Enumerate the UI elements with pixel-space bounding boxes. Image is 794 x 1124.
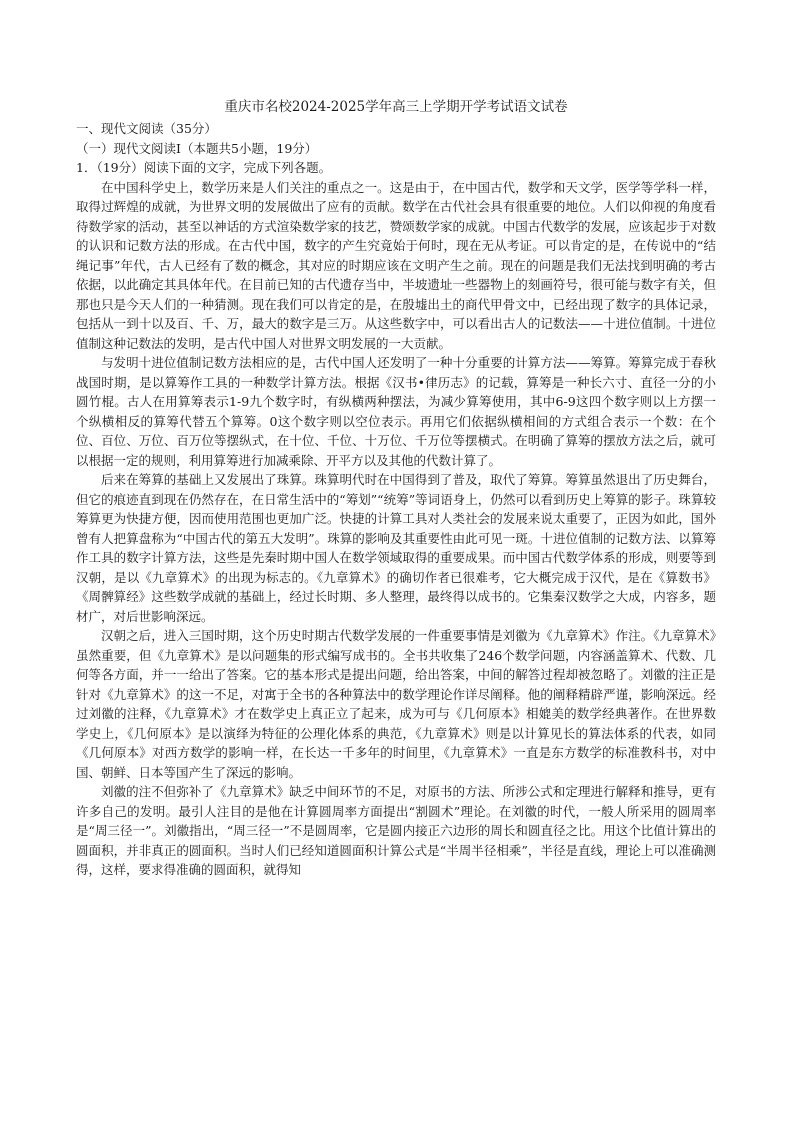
passage-paragraph-4: 汉朝之后，进入三国时期，这个历史时期古代数学发展的一件重要事情是刘徽为《九章算术》作注。《九章算术》虽然重要，但《九章算术》是以问题集的形式编写成书的。全书共收集了246个数学问题，内容涵盖算术、代数、几何等各方面，并一一给出了答案。它的基本形式是提出问题，给出答案，中间的解答过程却被忽略了。刘徽的注正是针对《九章算术》的这一不足，对寓于全书的各种算法中的数学理论作详尽阐释。他的阐释精辟严谨，影响深远。经过刘徽的注释，《九章算术》才在数学史上真正立了起来，成为可与《几何原本》相媲美的数学经典著作。在世界数学史上，《几何原本》是以演绎为特征的公理化体系的典范，《九章算术》则是以计算见长的算法体系的代表，如同《几何原本》对西方数学的影响一样，在长达一千多年的时间里，《九章算术》一直是东方数学的标准教科书，对中国、朝鲜、日本等国产生了深远的影响。	[76, 628, 716, 780]
exam-title: 重庆市名校2024-2025学年高三上学期开学考试语文试卷	[224, 99, 568, 115]
passage-paragraph-1: 在中国科学史上，数学历来是人们关注的重点之一。这是由于，在中国古代，数学和天文学，医学等学科一样，取得过辉煌的成就，为世界文明的发展做出了应有的贡献。数学在古代社会具有很重要的地位。人们以仰视的角度看待数学家的活动，甚至以神话的方式渲染数学家的技艺，赞颂数学家的成就。中国古代数学的发展，应该起步于对数的认识和记数方法的形成。在古代中国，数字的产生究竟始于何时，现在无从考证。可以肯定的是，在传说中的“结绳记事”年代，古人已经有了数的概念，其对应的时期应该在文明产生之前。现在的问题是我们无法找到明确的考古依据，以此确定其具体年代。在目前已知的古代遗存当中，半坡遗址一些器物上的刻画符号，很可能与数字有关，但那也只是今天人们的一种猜测。现在我们可以肯定的是，在殷墟出土的商代甲骨文中，已经出现了数字的具体记录，包括从一到十以及百、千、万，最大的数字是三万。从这些数字中，可以看出古人的记数法——十进位值制。十进位值制这种记数法的发明，是古代中国人对世界文明发展的一大贡献。	[76, 179, 716, 351]
exam-page	[76, 98, 716, 880]
section-heading-modern-reading: 一、现代文阅读（35分）	[76, 121, 217, 136]
passage-paragraph-2: 与发明十进位值制记数方法相应的是，古代中国人还发明了一种十分重要的计算方法——筹算。筹算完成于春秋战国时期，是以算筹作工具的一种数学计算方法。根据《汉书•律历志》的记载，算筹是一种长六寸、直径一分的小圆竹棍。古人在用算筹表示1-9九个数字时，有纵横两种摆法，为减少算筹使用，其中6-9这四个数字则以上方摆一个纵横相反的算筹代替五个算筹。0这个数字则以空位表示。再用它们依据纵横相间的方式组合表示一个数：在个位、百位、万位、百万位等摆纵式，在十位、千位、十万位、千万位等摆横式。在明确了算筹的摆放方法之后，就可以根据一定的规则，利用算筹进行加减乘除、开平方以及其他的代数计算了。	[76, 355, 716, 468]
passage-paragraph-3: 后来在筹算的基础上又发展出了珠算。珠算明代时在中国得到了普及，取代了筹算。筹算虽然退出了历史舞台，但它的痕迹直到现在仍然存在，在日常生活中的“筹划”“统筹”等词语身上，仍然可以看到历史上筹算的影子。珠算较筹算更为快捷方便，因而使用范围也更加广泛。快捷的计算工具对人类社会的发展来说太重要了，正因为如此，国外曾有人把算盘称为“中国古代的第五大发明”。珠算的影响及其重要性由此可见一斑。十进位值制的记数方法、以算筹作工具的数字计算方法，这些是先秦时期中国人在数学领域取得的重要成果。而中国古代数学体系的形成，则要等到汉朝，是以《九章算术》的出现为标志的。《九章算术》的确切作者已很难考，它大概完成于汉代，是在《算数书》《周髀算经》这些数学成就的基础上，经过长时期、多人整理，最终得以成书的。它集秦汉数学之大成，内容多，题材广，对后世影响深远。	[76, 472, 716, 624]
subsection-heading-reading-1: （一）现代文阅读Ⅰ（本题共5小题，19分）	[76, 140, 318, 156]
question-1-prompt: 1．（19分）阅读下面的文字，完成下列各题。	[76, 160, 332, 175]
passage-paragraph-5: 刘徽的注不但弥补了《九章算术》缺乏中间环节的不足，对原书的方法、所涉公式和定理进行解释和推导，更有许多自己的发明。最引人注目的是他在计算圆周率方面提出“割圆术”理论。在刘徽的时代，一般人所采用的圆周率是“周三径一”。刘徽指出，“周三径一”不是圆周率，它是圆内接正六边形的周长和圆直径之比。用这个比值计算出的圆面积，并非真正的圆面积。当时人们已经知道圆面积计算公式是“半周半径相乘”，半径是直线，理论上可以准确测得，这样，要求得准确的圆面积，就得知	[76, 784, 716, 877]
